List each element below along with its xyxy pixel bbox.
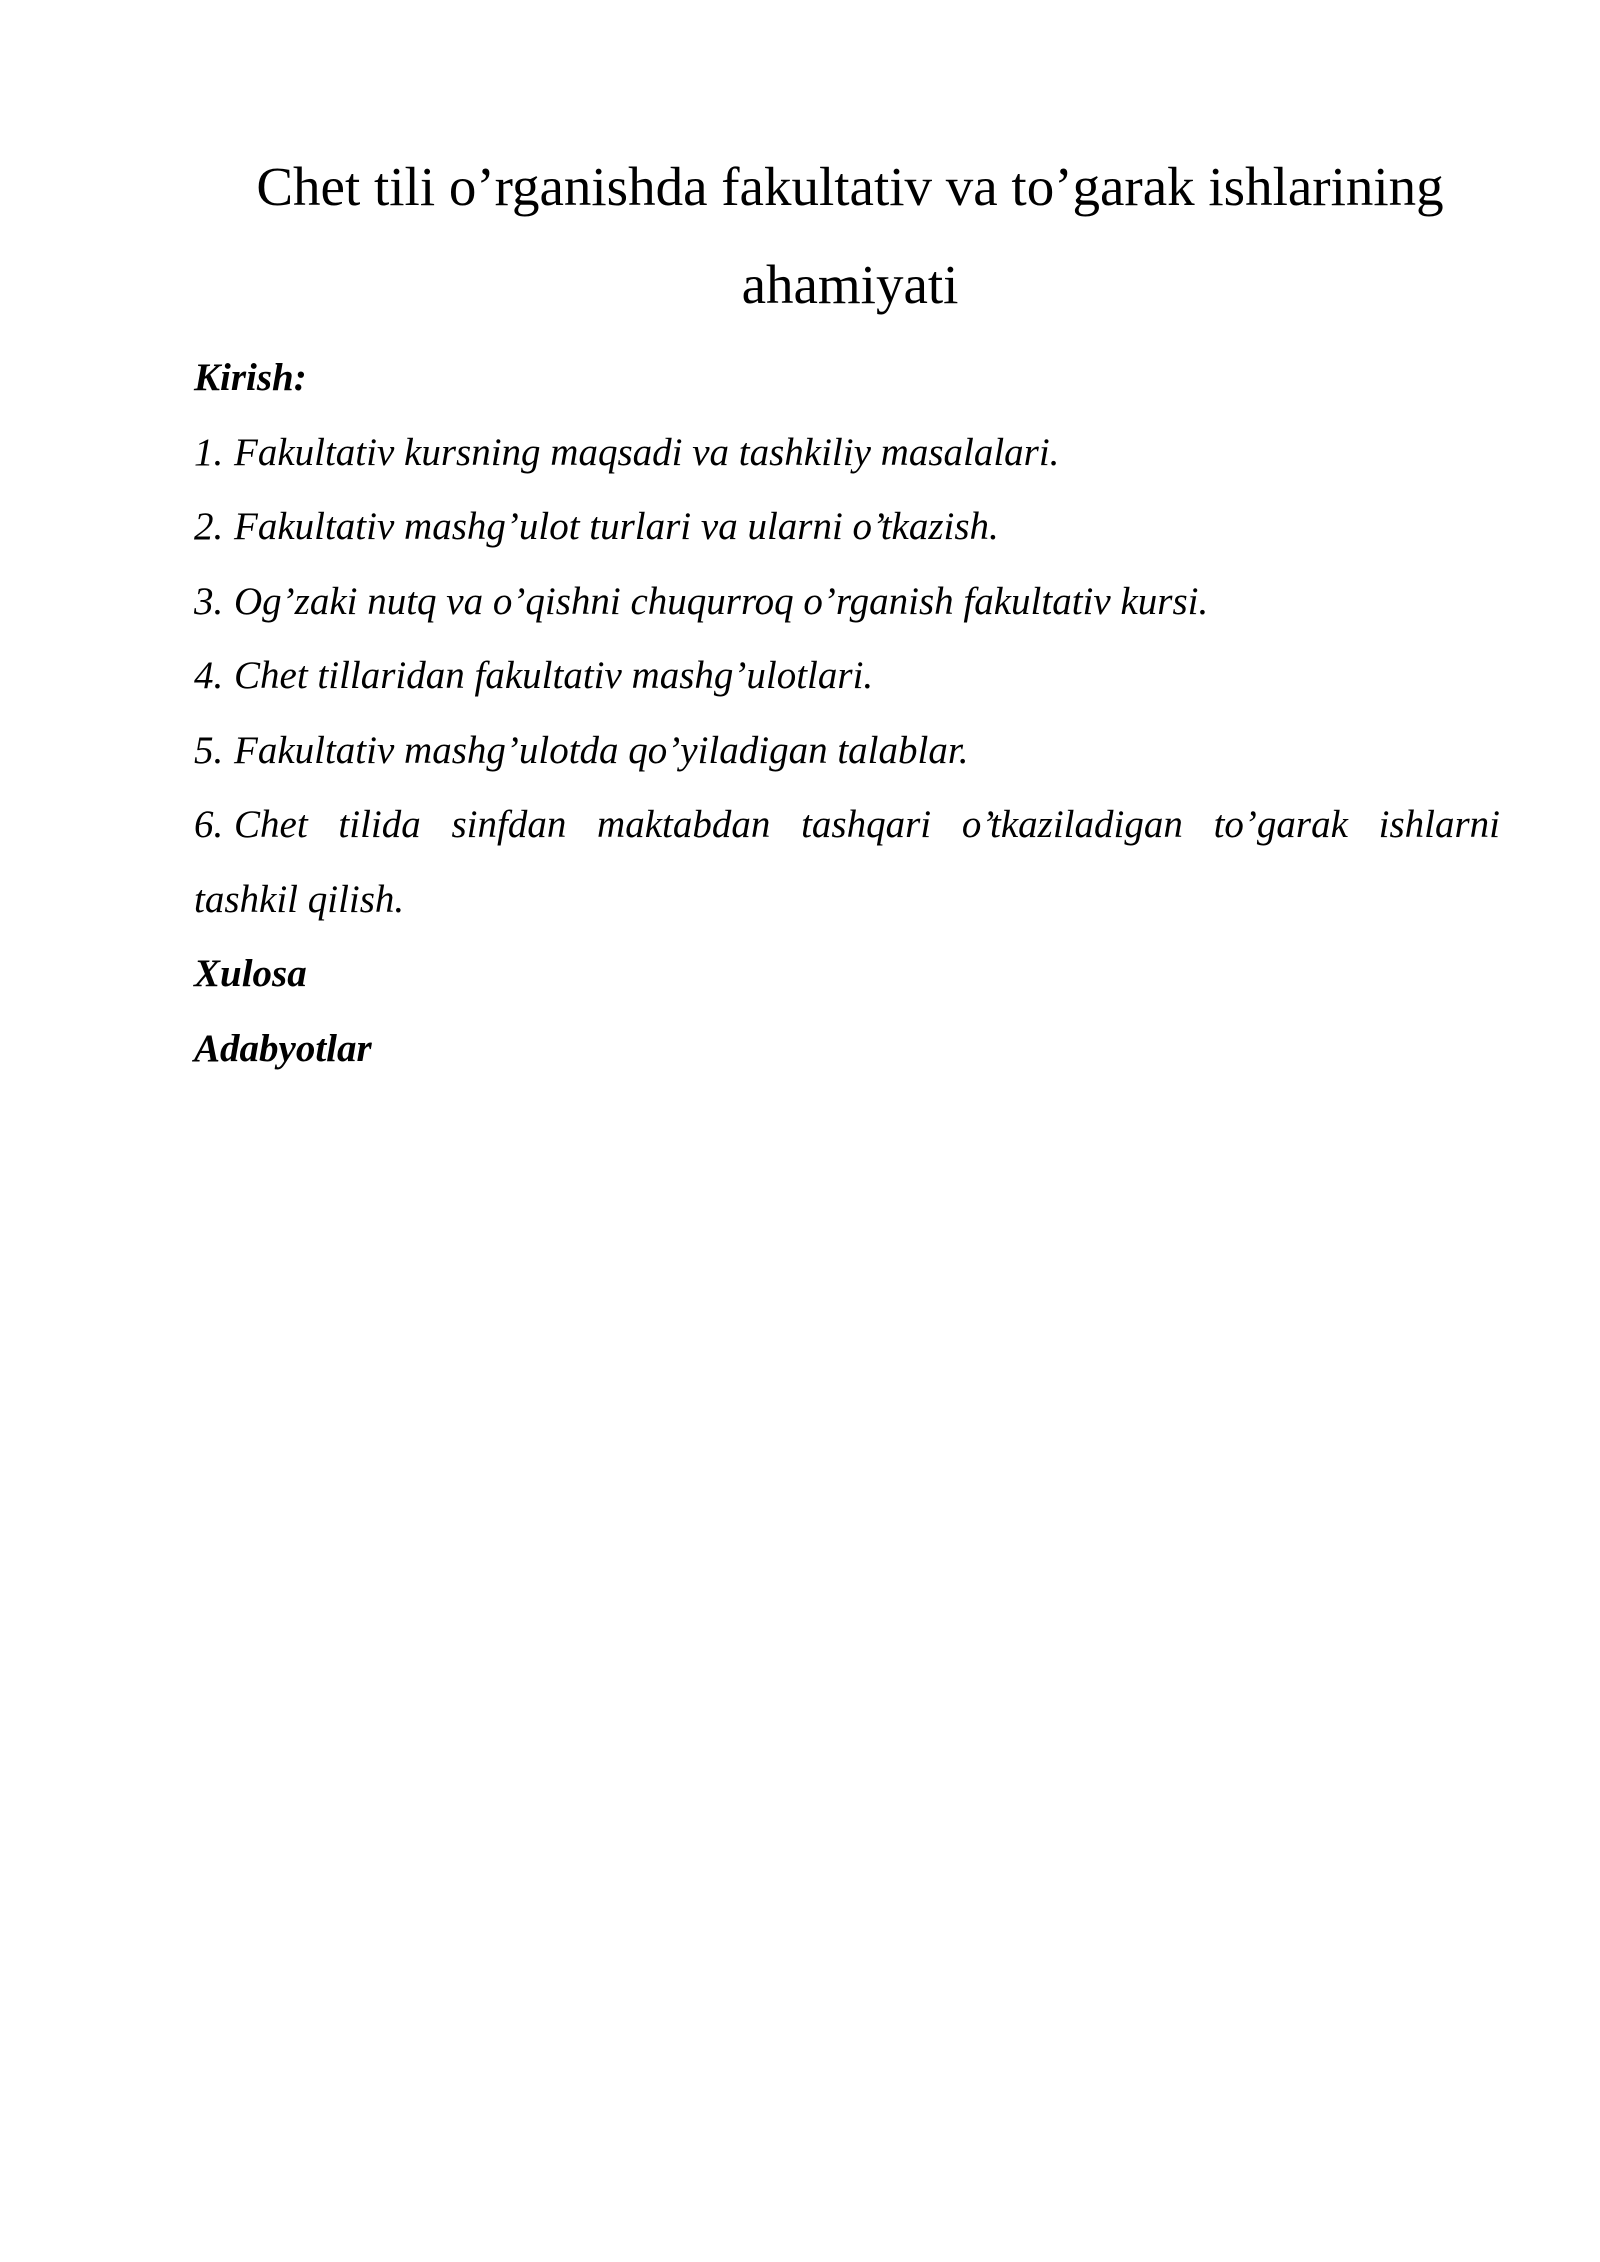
list-item-1 [194,416,1500,491]
table-of-contents [194,341,1500,1086]
list-item-6 [194,788,1500,863]
list-item-number: 4. [194,654,224,697]
list-item-number: 5. [194,728,224,772]
title-line-2: ahamiyati [741,254,959,315]
list-item-text: Fakultativ mashg’ulotda qo’yiladigan talablar. [234,728,969,772]
list-item-6-continuation: tashkil qilish. [194,877,405,921]
list-item-text: Chet tilida sinfdan maktabdan tashqari o’tkaziladigan to’garak ishlarni [234,803,1500,846]
conclusion-heading: Xulosa [194,952,307,995]
document-title [190,138,1510,334]
list-item-text: Og’zaki nutq va o’qishni chuqurroq o’rganish fakultativ kursi. [234,579,1209,623]
list-item-number: 1. [194,430,224,474]
list-item-2 [194,490,1500,565]
intro-heading: Kirish: [194,356,307,399]
list-item-number: 3. [194,579,224,623]
references-heading: Adabyotlar [194,1026,372,1070]
title-line-1: Chet tili o’rganishda fakultativ va to’garak ishlarining [256,156,1444,217]
list-item-5 [194,714,1500,789]
list-item-4 [194,639,1500,714]
list-item-3 [194,565,1500,640]
list-item-text: Fakultativ mashg’ulot turlari va ularni o’tkazish. [234,505,999,548]
list-item-number: 2. [194,505,224,548]
list-item-number: 6. [194,803,224,846]
list-item-text: Chet tillaridan fakultativ mashg’ulotlari. [234,654,874,697]
list-item-text: Fakultativ kursning maqsadi va tashkiliy masalalari. [234,430,1060,474]
